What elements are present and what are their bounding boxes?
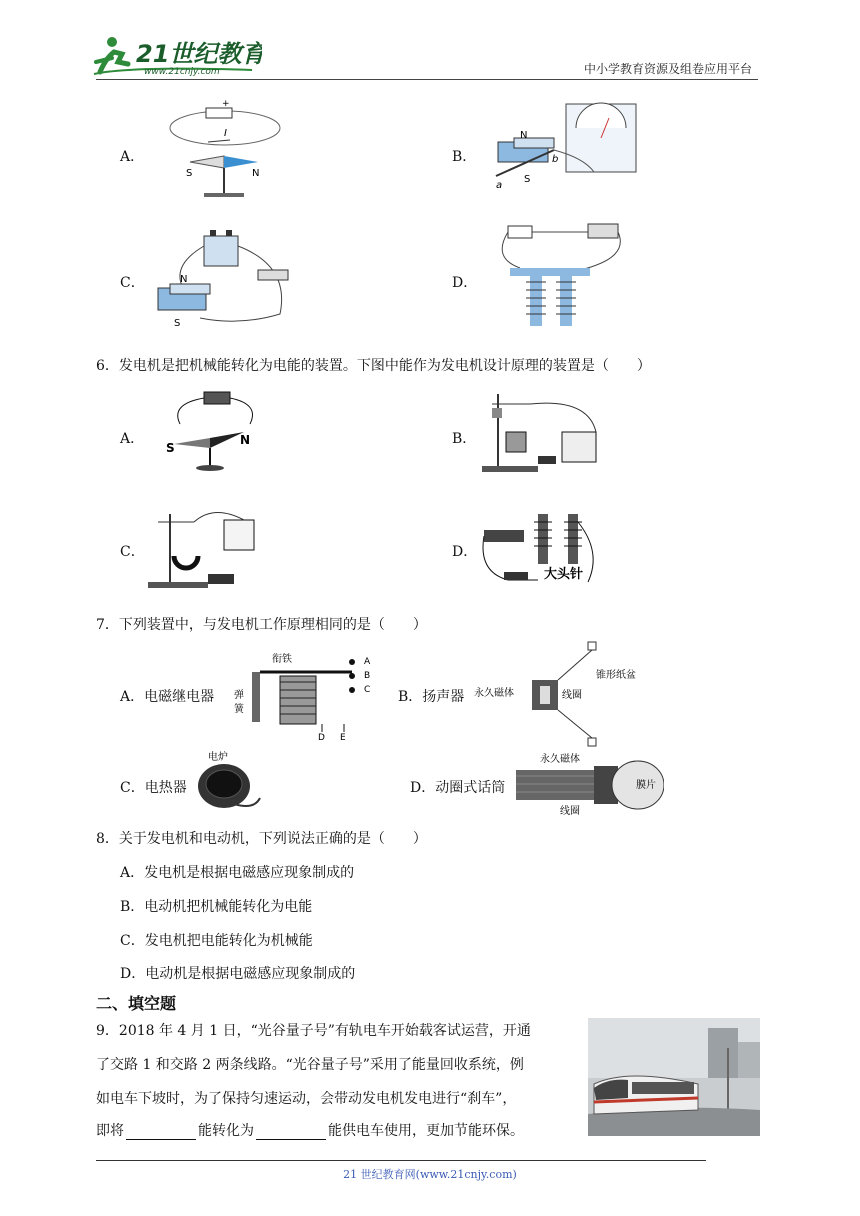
q7-option-b-label: B．扬声器: [398, 689, 465, 705]
q9-text: 能供电车使用，更加节能环保。: [328, 1123, 524, 1139]
q7-option-c-label: C．电热器: [120, 780, 187, 796]
q6-figure-d: [478, 502, 608, 594]
svg-text:弹: 弹: [234, 690, 244, 701]
svg-text:永久磁体: 永久磁体: [474, 688, 514, 699]
answer-blank-1[interactable]: [126, 1125, 196, 1140]
site-logo: [92, 32, 262, 78]
svg-text:簧: 簧: [234, 704, 244, 715]
q7-figure-c: [194, 748, 264, 812]
svg-text:S: S: [174, 318, 181, 329]
q9-line-4: [96, 1120, 524, 1140]
q9-text: 能转化为: [198, 1123, 254, 1139]
q6-figure-c: [144, 500, 274, 596]
svg-text:A: A: [364, 657, 371, 667]
svg-text:B: B: [364, 671, 371, 681]
svg-text:大头针: 大头针: [544, 567, 584, 582]
svg-text:膜片: 膜片: [636, 780, 656, 791]
logo-url: www.21cnjy.com: [144, 67, 220, 77]
svg-text:永久磁体: 永久磁体: [540, 754, 580, 765]
svg-text:S: S: [524, 174, 531, 185]
q5-option-c-label: C．: [120, 275, 145, 291]
q5-figure-b: [494, 98, 644, 194]
q5-figure-a: [160, 98, 290, 204]
footer-divider: [96, 1160, 706, 1161]
svg-text:电炉: 电炉: [208, 752, 228, 763]
q6-figure-a: [160, 384, 270, 478]
q9-text: 即将: [96, 1123, 124, 1139]
q5-figure-c: [140, 226, 300, 332]
header-divider: [96, 79, 758, 80]
q7-figure-a: [232, 650, 382, 742]
q8-option-c: C．发电机把电能转化为机械能: [120, 933, 313, 949]
header-platform-text: 中小学教育资源及组卷应用平台: [583, 62, 752, 76]
svg-text:锥形纸盆: 锥形纸盆: [596, 670, 636, 681]
q7-stem: 7．下列装置中，与发电机工作原理相同的是（ ）: [96, 617, 427, 633]
q7-option-a-label: A．电磁继电器: [120, 689, 215, 705]
q6-option-d-label: D．: [452, 544, 478, 560]
q8-stem: 8．关于发电机和电动机，下列说法正确的是（ ）: [96, 831, 427, 847]
svg-text:线圈: 线圈: [562, 690, 582, 701]
q5-option-a-label: A．: [120, 149, 145, 165]
q9-line-2: 了交路 1 和交路 2 两条线路。“光谷量子号”采用了能量回收系统，例: [96, 1057, 524, 1073]
q6-option-c-label: C．: [120, 544, 145, 560]
q6-stem: 6．发电机是把机械能转化为电能的装置。下图中能作为发电机设计原理的装置是（ ）: [96, 358, 651, 374]
figure-label: N: [252, 168, 260, 179]
svg-text:E: E: [340, 733, 346, 742]
svg-text:衔铁: 衔铁: [272, 654, 292, 665]
logo-text: 21世纪教育: [136, 40, 262, 68]
figure-label: +: [222, 99, 230, 109]
logo-icon: [92, 32, 262, 78]
svg-text:b: b: [552, 154, 559, 165]
q7-figure-b: [472, 640, 662, 750]
svg-text:S: S: [166, 441, 175, 455]
svg-text:C: C: [364, 685, 371, 695]
q8-option-d: D．电动机是根据电磁感应现象制成的: [120, 966, 356, 982]
svg-text:a: a: [496, 180, 503, 191]
svg-text:N: N: [180, 274, 188, 285]
svg-text:D: D: [318, 733, 325, 742]
q5-option-d-label: D．: [452, 275, 478, 291]
figure-label: S: [186, 168, 193, 179]
q5-figure-d: [490, 218, 630, 336]
q9-line-1: 9．2018 年 4 月 1 日，“光谷量子号”有轨电车开始载客试运营，开通: [96, 1023, 531, 1039]
q8-option-b: B．电动机把机械能转化为电能: [120, 899, 313, 915]
svg-text:N: N: [240, 433, 251, 447]
q7-figure-d: [514, 750, 664, 818]
footer-text: 21 世纪教育网(www.21cnjy.com): [343, 1168, 517, 1181]
q8-option-a: A．发电机是根据电磁感应现象制成的: [120, 865, 355, 881]
svg-text:N: N: [520, 130, 528, 141]
section-title: 二、填空题: [96, 994, 177, 1013]
figure-label: I: [224, 128, 227, 139]
q7-option-d-label: D．动圈式话筒: [410, 780, 506, 796]
q6-option-b-label: B．: [452, 431, 477, 447]
q6-option-a-label: A．: [120, 431, 145, 447]
answer-blank-2[interactable]: [256, 1125, 326, 1140]
svg-text:线圈: 线圈: [560, 806, 580, 817]
q6-figure-b: [478, 388, 608, 480]
tram-photo: [588, 1018, 760, 1136]
q9-line-3: 如电车下坡时，为了保持匀速运动，会带动发电机发电进行“刹车”，: [96, 1091, 517, 1107]
q5-option-b-label: B．: [452, 149, 477, 165]
